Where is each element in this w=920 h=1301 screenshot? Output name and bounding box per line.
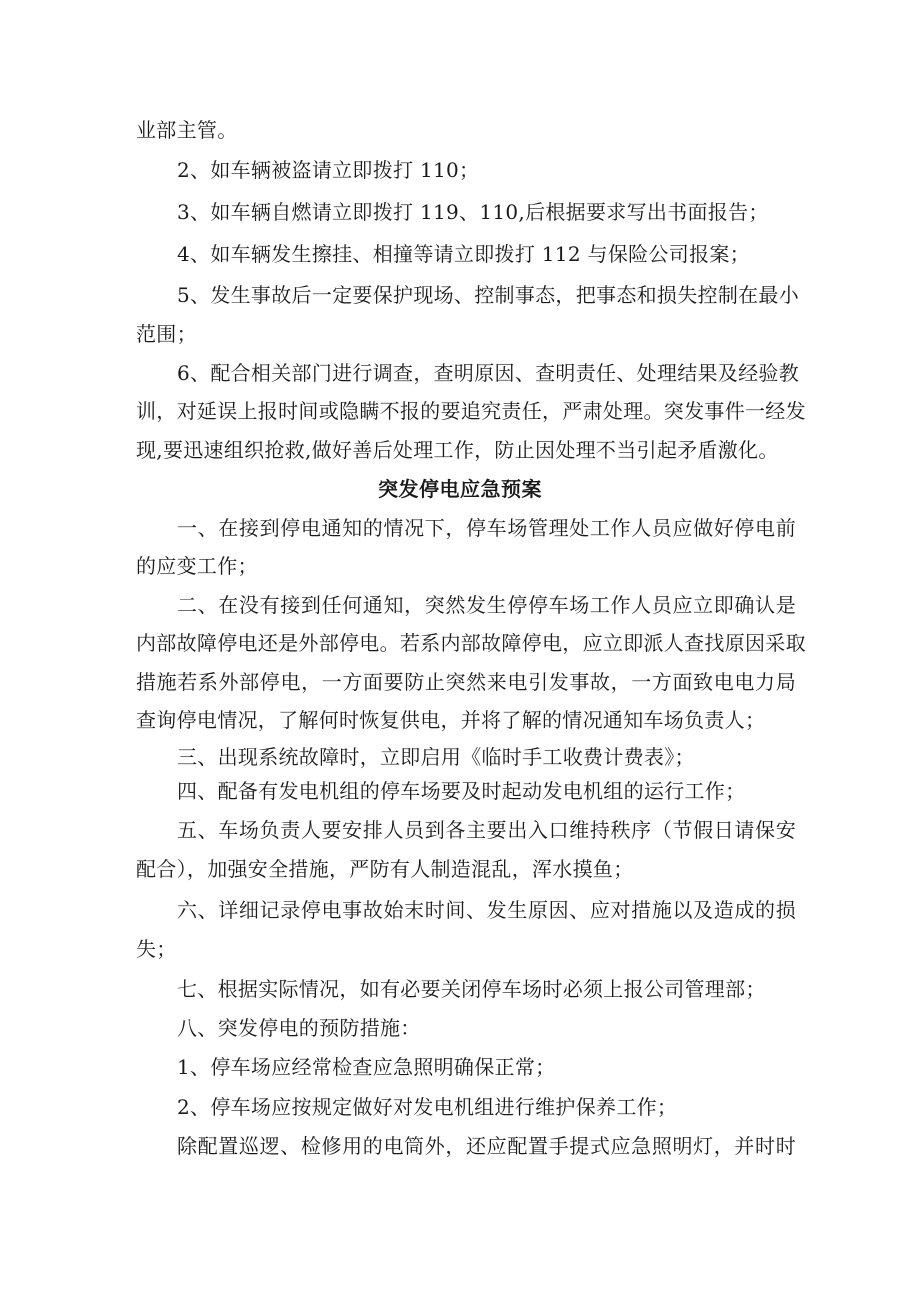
text-line: 3、如车辆自燃请立即拨打 119、110,后根据要求写出书面报告； xyxy=(177,200,769,224)
section-heading: 突发停电应急预案 xyxy=(378,477,542,501)
text-line: 四、配备有发电机组的停车场要及时起动发电机组的运行工作； xyxy=(177,779,746,803)
text-line: 现,要迅速组织抢救,做好善后处理工作，防止因处理不当引起矛盾激化。 xyxy=(136,438,779,462)
text-line: 训，对延误上报时间或隐瞒不报的要追究责任，严肃处理。突发事件一经发 xyxy=(136,399,806,423)
text-line: 4、如车辆发生擦挂、相撞等请立即拨打 112 与保险公司报案； xyxy=(177,242,750,266)
text-line: 七、根据实际情况，如有必要关闭停车场时必须上报公司管理部； xyxy=(177,977,766,1001)
text-line: 范围； xyxy=(136,322,197,346)
text-line: 六、详细记录停电事故始末时间、发生原因、应对措施以及造成的损 xyxy=(177,898,796,922)
text-line: 2、如车辆被盗请立即拨打 110； xyxy=(177,158,480,182)
text-line: 失； xyxy=(136,937,177,961)
text-line: 查询停电情况，了解何时恢复供电，并将了解的情况通知车场负责人； xyxy=(136,708,766,732)
text-line: 除配置巡逻、检修用的电筒外，还应配置手提式应急照明灯，并时时 xyxy=(177,1134,796,1158)
text-line: 1、停车场应经常检查应急照明确保正常； xyxy=(177,1055,556,1079)
text-line: 内部故障停电还是外部停电。若系内部故障停电，应立即派人查找原因采取 xyxy=(136,631,806,655)
text-line: 三、出现系统故障时，立即启用《临时手工收费计费表》； xyxy=(177,745,695,769)
text-line: 配合），加强安全措施，严防有人制造混乱，浑水摸鱼； xyxy=(136,857,634,881)
text-line: 6、配合相关部门进行调查，查明原因、查明责任、处理结果及经验教 xyxy=(177,361,800,385)
text-line: 5、发生事故后一定要保护现场、控制事态，把事态和损失控制在最小 xyxy=(177,283,800,307)
text-line: 的应变工作； xyxy=(136,554,258,578)
text-line: 八、突发停电的预防措施： xyxy=(177,1016,421,1040)
text-line: 五、车场负责人要安排人员到各主要出入口维持秩序（节假日请保安 xyxy=(177,818,796,842)
text-line: 业部主管。 xyxy=(136,118,238,142)
text-line: 二、在没有接到任何通知，突然发生停停车场工作人员应立即确认是 xyxy=(177,593,796,617)
text-line: 措施若系外部停电，一方面要防止突然来电引发事故，一方面致电电力局 xyxy=(136,670,796,694)
text-line: 一、在接到停电通知的情况下，停车场管理处工作人员应做好停电前 xyxy=(177,516,796,540)
text-line: 2、停车场应按规定做好对发电机组进行维护保养工作； xyxy=(177,1095,678,1119)
